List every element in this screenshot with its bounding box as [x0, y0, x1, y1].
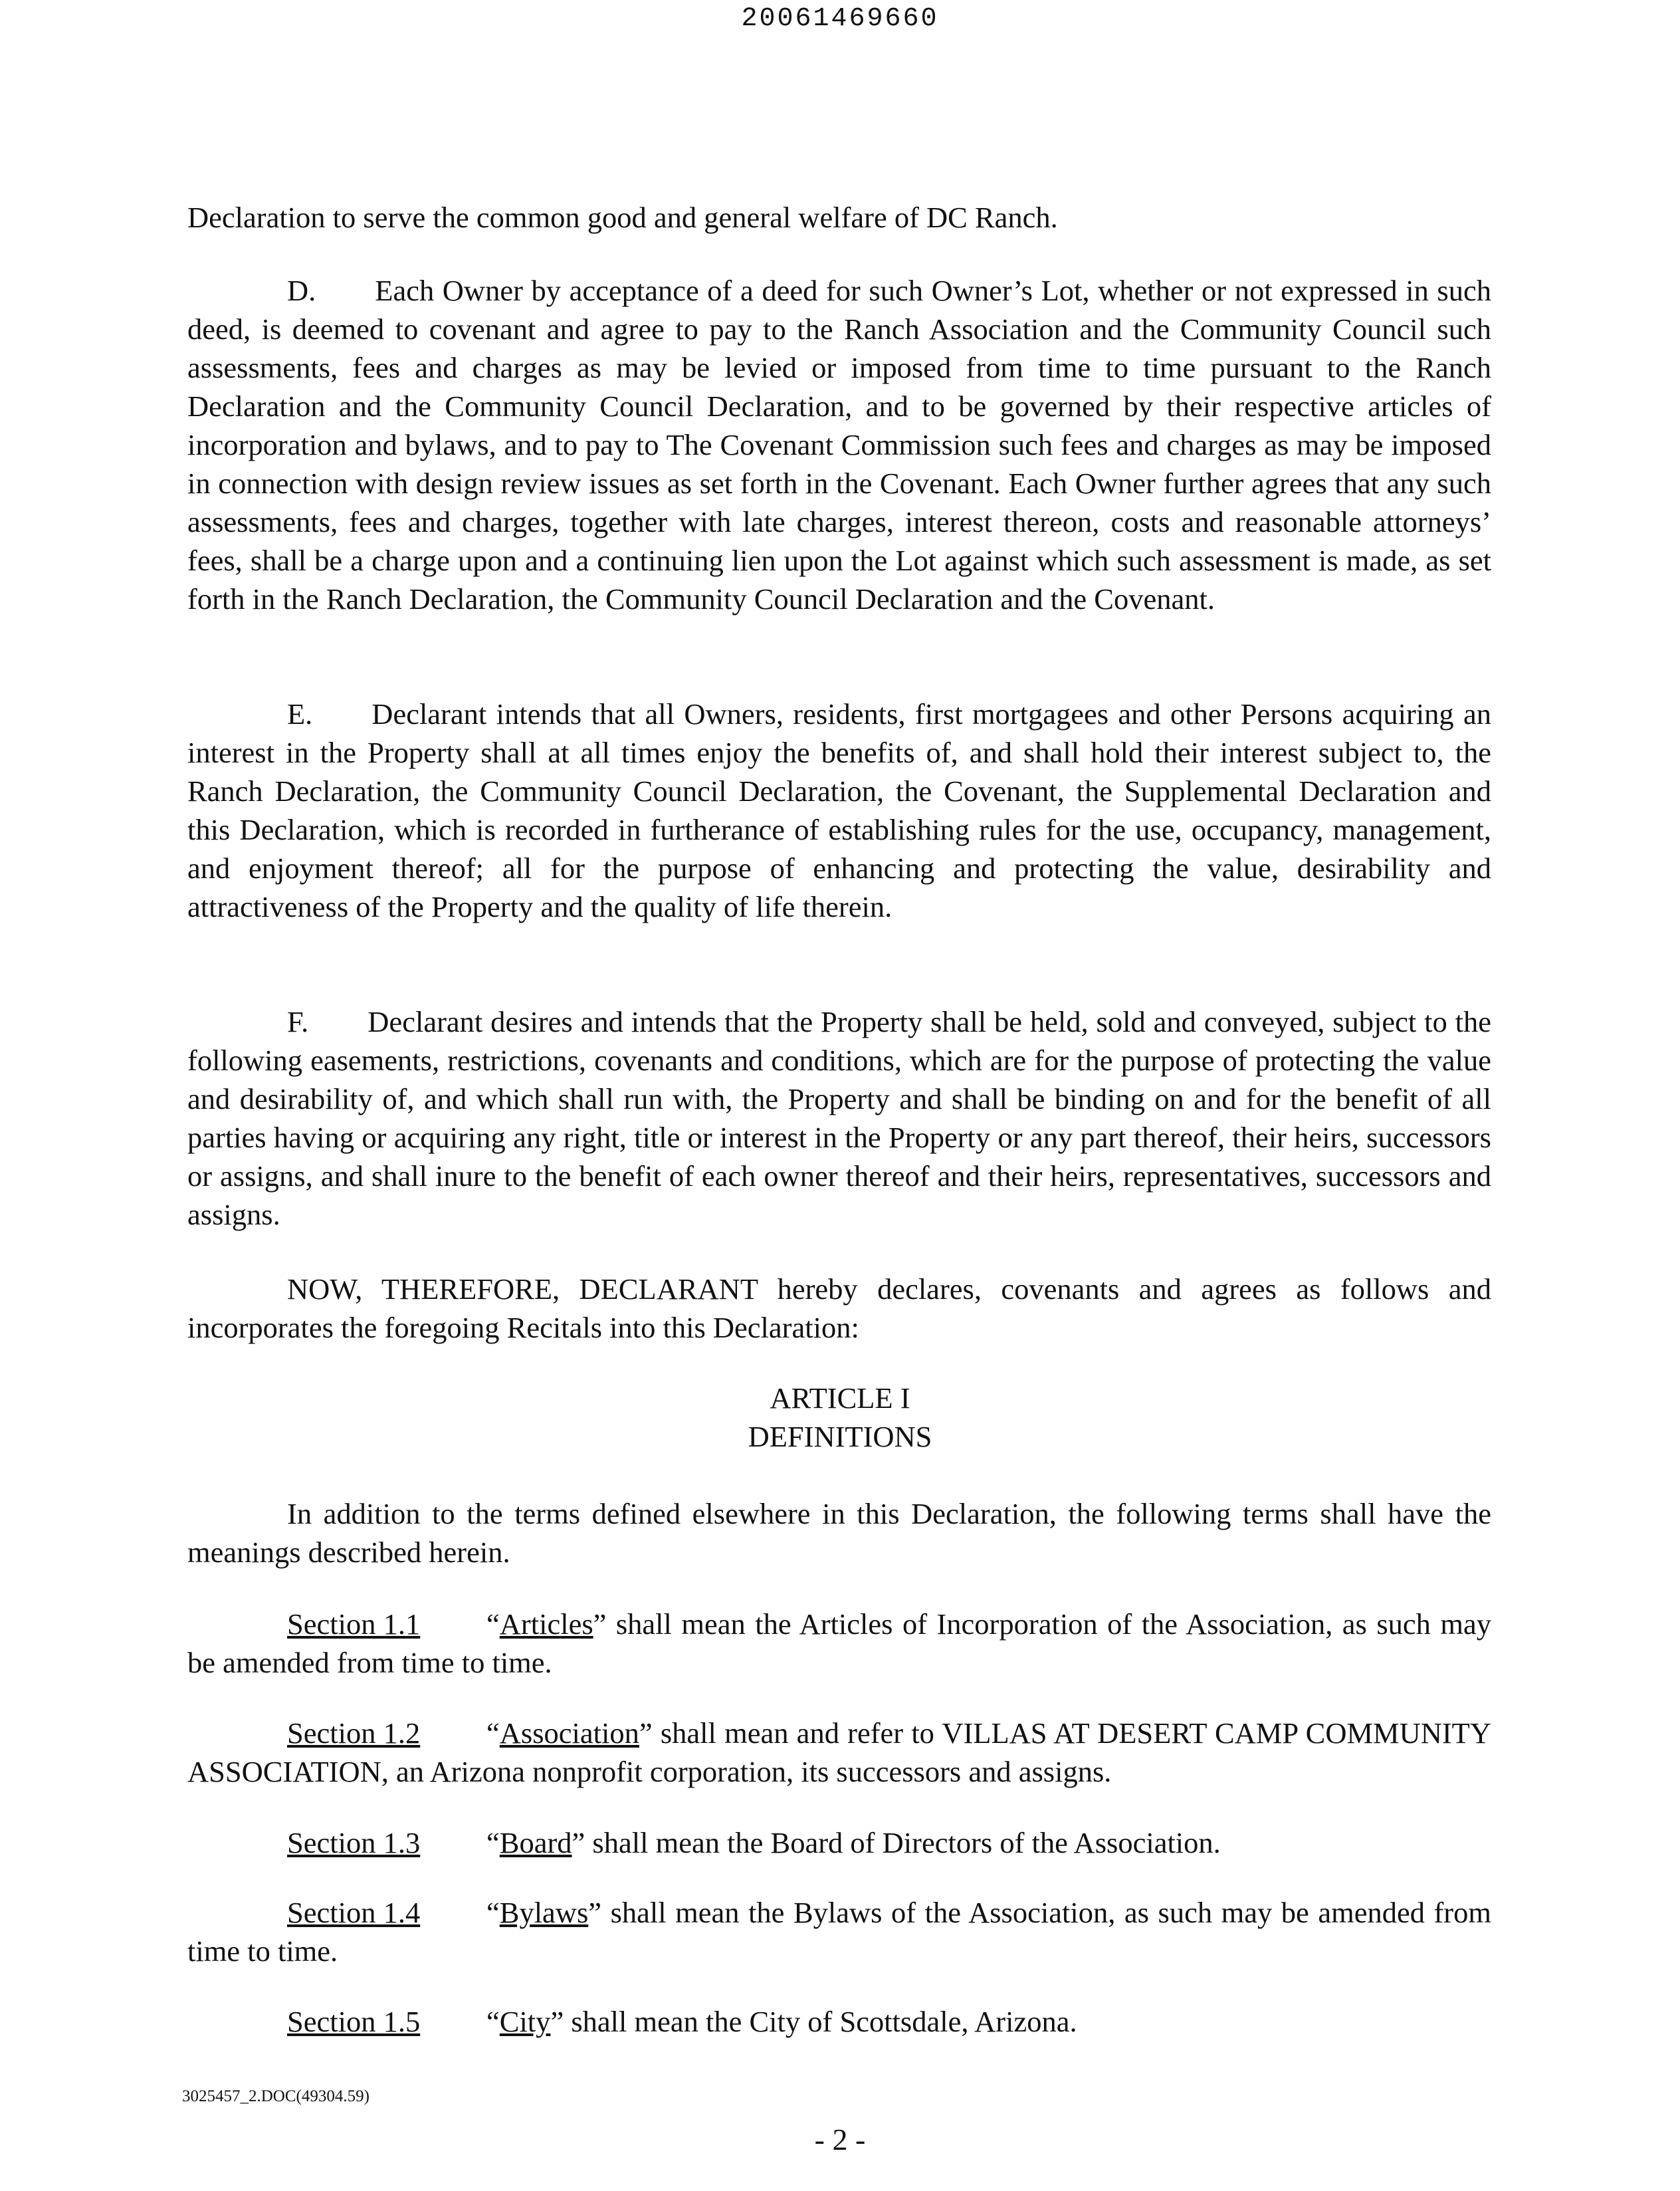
section-1-5: [187, 2002, 1491, 2041]
section-1-2: [187, 1714, 1491, 1791]
article-subheading: DEFINITIONS: [748, 1420, 932, 1453]
open-quote: “: [486, 2005, 500, 2038]
section-number: Section 1.3: [287, 1826, 421, 1859]
section-number: Section 1.1: [287, 1607, 421, 1641]
defined-term: City: [499, 2005, 551, 2038]
definition-text: ” shall mean the Board of Directors of the Association.: [572, 1826, 1221, 1859]
open-quote: “: [486, 1826, 500, 1859]
section-number: Section 1.2: [287, 1716, 421, 1750]
definition-text: ” shall mean the Bylaws of the Association, as such may be amended from time to time.: [187, 1896, 1491, 1968]
recital-d: D. Each Owner by acceptance of a deed for such Owner’s Lot, whether or not expressed in such deed, is deemed to covenant and agree to pay to the Ranch Association and the Community Council such assessments, fees and charges as may be levied or imposed from time to time pursuant to the Ranch Declaration and the Community Council Declaration, and to be governed by their respective articles of incorporation and bylaws, and to pay to The Covenant Commission such fees and charges as may be imposed in connection with design review issues as set forth in the Covenant. Each Owner further agrees that any such assessments, fees and charges, together with late charges, interest thereon, costs and reasonable attorneys’ fees, shall be a charge upon and a continuing lien upon the Lot against which such assessment is made, as set forth in the Ranch Declaration, the Community Council Declaration and the Covenant.: [187, 274, 1491, 616]
page-number: - 2 -: [814, 2123, 866, 2156]
defined-term: Bylaws: [499, 1896, 589, 1929]
definition-text: ” shall mean and refer to VILLAS AT DESERT CAMP COMMUNITY ASSOCIATION, an Arizona nonprofit corporation, its successors and assigns.: [187, 1716, 1491, 1788]
article-heading: ARTICLE I: [770, 1381, 910, 1415]
section-1-1: [187, 1605, 1491, 1682]
defined-term: Board: [499, 1826, 572, 1859]
open-quote: “: [486, 1607, 500, 1641]
section-1-4: [187, 1893, 1491, 1970]
section-number: Section 1.4: [287, 1896, 421, 1929]
open-quote: “: [486, 1716, 500, 1750]
document-number: 20061469660: [741, 4, 939, 34]
recital-e: E. Declarant intends that all Owners, residents, first mortgagees and other Persons acquiring an interest in the Property shall at all times enjoy the benefits of, and shall hold their interest subject to, the Ranch Declaration, the Community Council Declaration, the Covenant, the Supplemental Declaration and this Declaration, which is recorded in furtherance of establishing rules for the use, occupancy, management, and enjoyment thereof; all for the purpose of enhancing and protecting the value, desirability and attractiveness of the Property and the quality of life therein.: [187, 697, 1491, 923]
open-quote: “: [486, 1896, 500, 1929]
definition-text: ” shall mean the Articles of Incorporation of the Association, as such may be amended from time to time.: [187, 1607, 1491, 1679]
defined-term: Articles: [499, 1607, 593, 1641]
defined-term: Association: [499, 1716, 639, 1750]
section-number: Section 1.5: [287, 2005, 421, 2038]
recital-f: F. Declarant desires and intends that the Property shall be held, sold and conveyed, subject to the following easements, restrictions, covenants and conditions, which are for the purpose of protecting the value and desirability of, and which shall run with, the Property and shall be binding on and for the benefit of all parties having or acquiring any right, title or interest in the Property or any part thereof, their heirs, successors or assigns, and shall inure to the benefit of each owner thereof and their heirs, representatives, successors and assigns.: [187, 1005, 1491, 1231]
section-1-3: [187, 1823, 1491, 1862]
now-therefore-paragraph: NOW, THEREFORE, DECLARANT hereby declares, covenants and agrees as follows and incorporates the foregoing Recitals into this Declaration:: [187, 1272, 1491, 1344]
footer-file-code: 3025457_2.DOC(49304.59): [182, 2087, 369, 2105]
definition-text: ” shall mean the City of Scottsdale, Arizona.: [550, 2005, 1077, 2038]
paragraph-declaration-continued: Declaration to serve the common good and general welfare of DC Ranch.: [187, 201, 1058, 234]
definitions-intro: In addition to the terms defined elsewhere in this Declaration, the following terms shall have the meanings described herein.: [187, 1497, 1491, 1569]
